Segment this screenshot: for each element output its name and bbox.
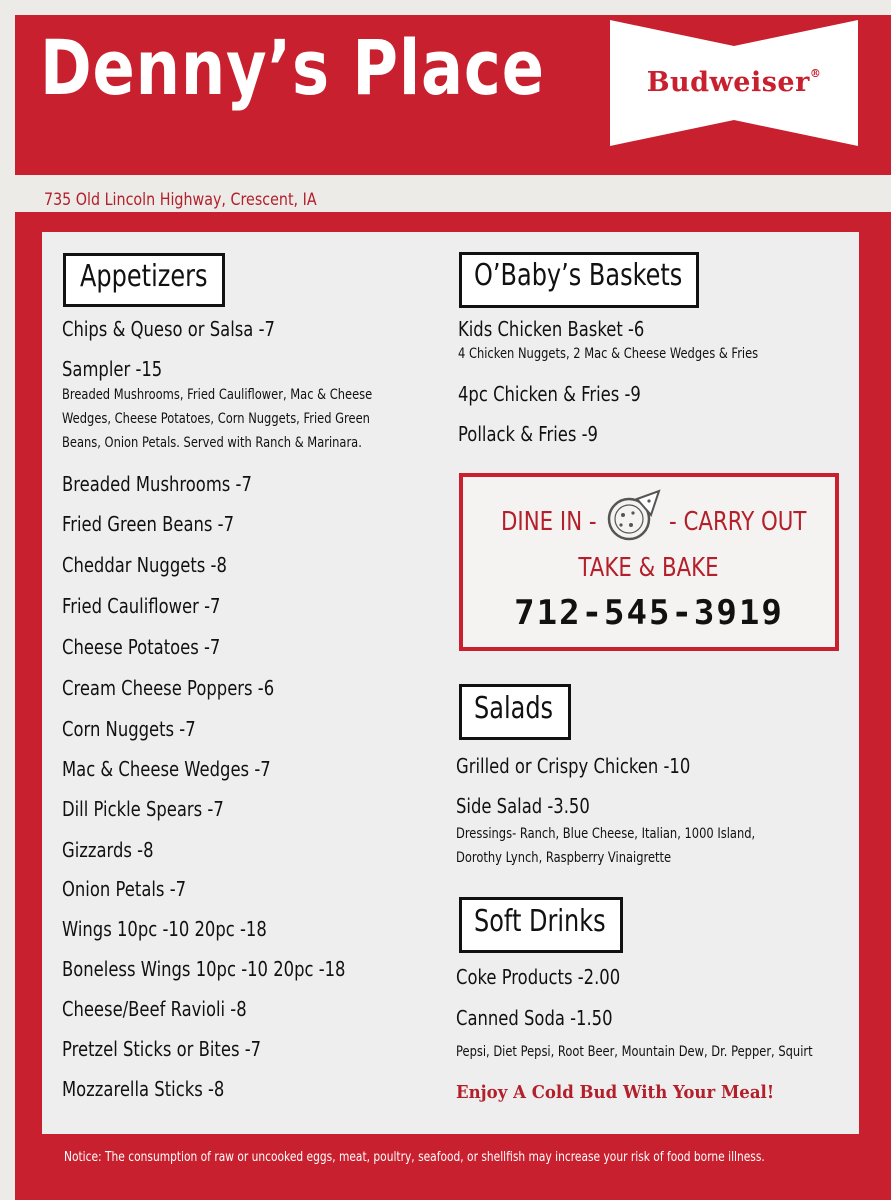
menu-item: Corn Nuggets -7	[62, 717, 196, 741]
dressings-description: Dorothy Lynch, Raspberry Vinaigrette	[456, 850, 672, 866]
phone-number: 712-545-3919	[514, 593, 784, 633]
appetizers-heading: Appetizers	[63, 253, 225, 307]
menu-item: Wings 10pc -10 20pc -18	[62, 917, 267, 941]
sampler-description: Breaded Mushrooms, Fried Cauliflower, Mac & Cheese	[62, 387, 373, 403]
dine-in-label: DINE IN -	[501, 507, 597, 537]
menu-item: Dill Pickle Spears -7	[62, 797, 224, 821]
kids-basket-description: 4 Chicken Nuggets, 2 Mac & Cheese Wedges & Fries	[458, 346, 759, 362]
baskets-heading: O’Baby’s Baskets	[459, 252, 699, 308]
menu-item: Cheese Potatoes -7	[62, 635, 221, 659]
menu-item: Fried Green Beans -7	[62, 512, 235, 536]
menu-item: Coke Products -2.00	[456, 965, 621, 989]
menu-item: Gizzards -8	[62, 838, 154, 862]
pizza-icon	[603, 485, 665, 547]
menu-item: Cheese/Beef Ravioli -8	[62, 997, 247, 1021]
menu-item: Sampler -15	[62, 357, 163, 381]
menu-item: 4pc Chicken & Fries -9	[458, 382, 641, 406]
menu-item: Cheddar Nuggets -8	[62, 553, 227, 577]
menu-item: Pollack & Fries -9	[458, 422, 598, 446]
dine-in-promo-box	[459, 473, 839, 651]
menu-item: Canned Soda -1.50	[456, 1006, 613, 1030]
take-and-bake-label: TAKE & BAKE	[578, 553, 720, 583]
menu-item: Chips & Queso or Salsa -7	[62, 317, 275, 341]
menu-item: Mac & Cheese Wedges -7	[62, 757, 271, 781]
menu-item: Side Salad -3.50	[456, 794, 590, 818]
restaurant-title: Denny’s Place	[40, 23, 545, 112]
dressings-description: Dressings- Ranch, Blue Cheese, Italian, 1000 Island,	[456, 826, 756, 842]
carry-out-label: - CARRY OUT	[669, 507, 807, 537]
health-notice: Notice: The consumption of raw or uncooked eggs, meat, poultry, seafood, or shellfish may increase your risk of food borne illness.	[64, 1150, 765, 1165]
salads-heading: Salads	[459, 684, 571, 740]
sampler-description: Wedges, Cheese Potatoes, Corn Nuggets, Fried Green	[62, 411, 370, 427]
menu-item: Cream Cheese Poppers -6	[62, 676, 275, 700]
bud-tagline: Enjoy A Cold Bud With Your Meal!	[456, 1082, 775, 1103]
menu-item: Pretzel Sticks or Bites -7	[62, 1037, 262, 1061]
address: 735 Old Lincoln Highway, Crescent, IA	[44, 190, 317, 210]
soda-description: Pepsi, Diet Pepsi, Root Beer, Mountain Dew, Dr. Pepper, Squirt	[456, 1044, 813, 1060]
soft-drinks-heading: Soft Drinks	[459, 897, 623, 953]
menu-item: Boneless Wings 10pc -10 20pc -18	[62, 957, 346, 981]
menu-item: Grilled or Crispy Chicken -10	[456, 754, 691, 778]
menu-item: Onion Petals -7	[62, 877, 187, 901]
menu-item: Mozzarella Sticks -8	[62, 1077, 225, 1101]
menu-item: Fried Cauliflower -7	[62, 594, 221, 618]
budweiser-logo	[610, 20, 858, 146]
budweiser-logo-text: Budweiser®	[646, 67, 822, 98]
sampler-description: Beans, Onion Petals. Served with Ranch & Marinara.	[62, 435, 362, 451]
menu-item: Breaded Mushrooms -7	[62, 472, 252, 496]
menu-item: Kids Chicken Basket -6	[458, 317, 645, 341]
